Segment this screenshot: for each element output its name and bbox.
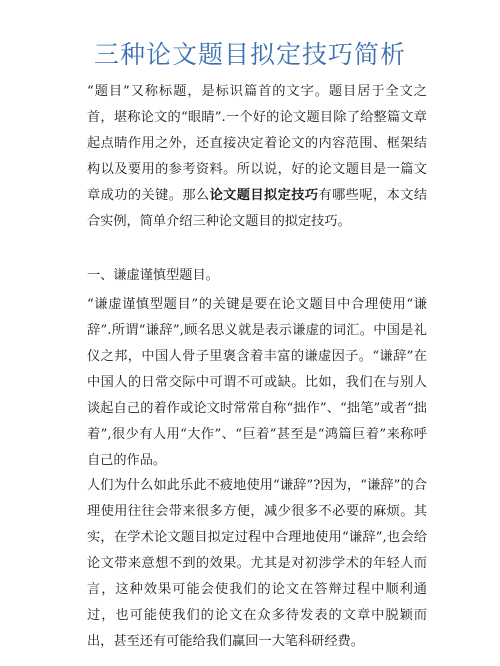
- intro-paragraph: [87, 79, 427, 235]
- section-paragraph-2: 人们为什么如此乐此不疲地使用“谦辞”?因为，“谦辞”的合理使用往往会带来很多方便，减少很多不必要的麻烦。其实，在学术论文题目拟定过程中合理地使用“谦辞”,也会给论文带来意想不到的效果。尤其是对初涉学术的年轻人而言，这种效果可能会使我们的论文在答辩过程中顺利通过，也可能使我们的论文在众多待发表的文章中脱颖而出，甚至还有可能给我们赢回一大笔科研经费。: [87, 478, 427, 649]
- document-title: 三种论文题目拟定技巧简析: [93, 40, 406, 69]
- section-heading: 一、谦虚谨慎型题目。: [87, 268, 219, 283]
- intro-bold-phrase: 论文题目拟定技巧: [209, 188, 319, 203]
- intro-text-part1: “题目”又称标题，是标识篇首的文字。题目居于全文之首，堪称论文的“眼睛”.一个好的论文题目除了给整篇文章起点睛作用之外，还直接决定着论文的内容范围、框架结构以及要用的参考资料。所以说，好的论文题目是一篇文章成功的关键。那么: [87, 84, 427, 203]
- section-paragraph-1: “谦虚谨慎型题目”的关键是要在论文题目中合理使用“谦辞”.所谓“谦辞”,顾名思义就是表示谦虚的词汇。中国是礼仪之邦，中国人骨子里褒含着丰富的谦虚因子。“谦辞”在中国人的日常交际中可谓不可或缺。比如，我们在与别人谈起自己的着作或论文时常常自称“拙作”、“拙笔”或者“拙着”,很少有人用“大作”、“巨着”甚至是“鸿篇巨着”来称呼自己的作品。: [87, 297, 427, 468]
- intro-text-part2: 有哪些呢，本文结合实例，简单介绍三种论文题目的拟定技巧。: [87, 188, 428, 229]
